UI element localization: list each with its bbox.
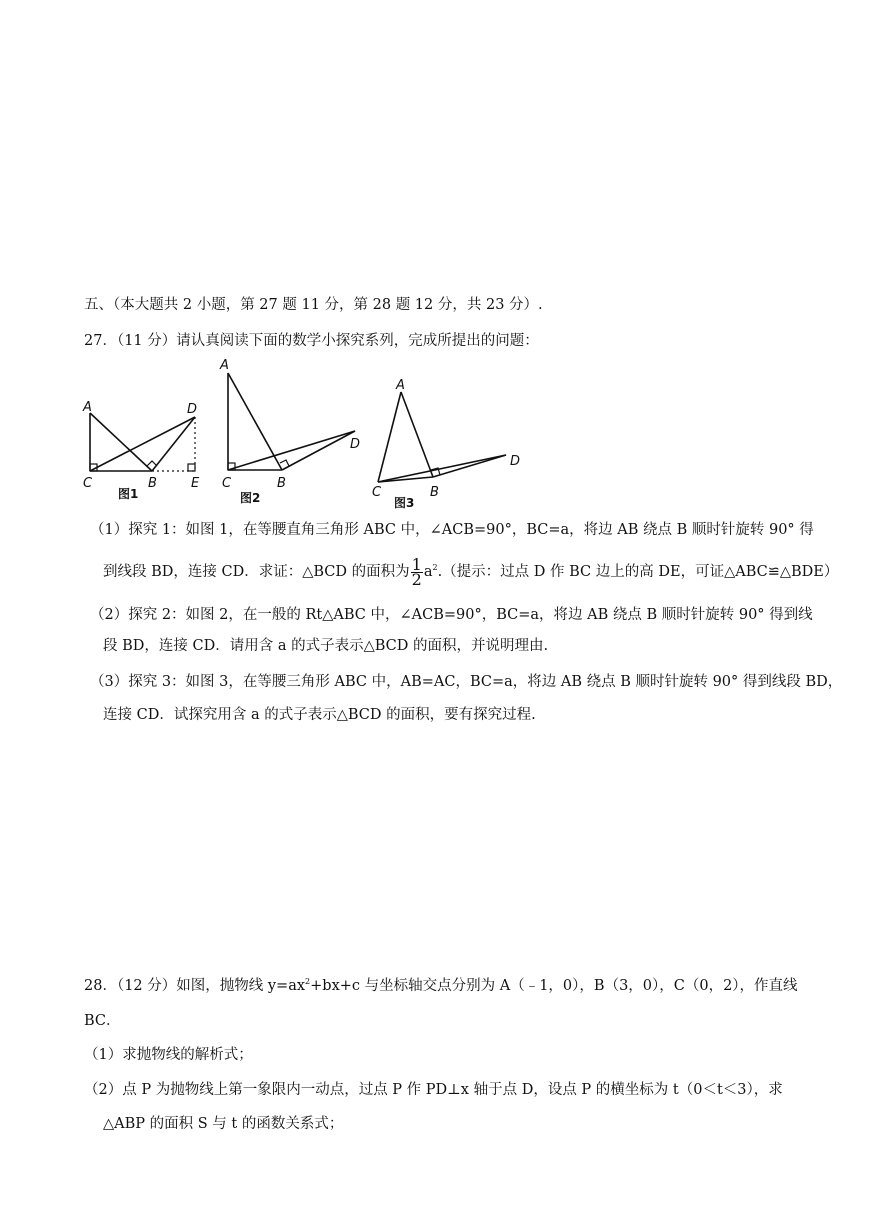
fig1-caption: 图1 — [118, 487, 139, 501]
q28-line1 — [84, 976, 798, 996]
fig1-label-e: E — [191, 476, 200, 491]
q27-part2-line1: （2）探究 2：如图 2，在一般的 Rt△ABC 中，∠ACB=90°，BC=a，将边 AB 绕点 B 顺时针旋转 90° 得到线 — [90, 607, 813, 623]
figure-3 — [370, 375, 530, 510]
fig3-label-c: C — [372, 485, 382, 500]
variable-a: a — [423, 564, 433, 580]
q27-part1-line1: （1）探究 1：如图 1，在等腰直角三角形 ABC 中，∠ACB=90°，BC=a，将边 AB 绕点 B 顺时针旋转 90° 得 — [90, 522, 814, 538]
q28-text-b: +bx+c 与坐标轴交点分别为 A（﹣1，0），B（3，0），C（0，2），作直线 — [310, 978, 798, 994]
q28-line2: BC． — [84, 1013, 121, 1029]
q27-part1-text-a: 到线段 BD，连接 CD．求证：△BCD 的面积为 — [103, 564, 410, 580]
fig3-label-b: B — [430, 485, 439, 500]
fig2-label-a: A — [220, 358, 229, 373]
q27-part3-line1: （3）探究 3：如图 3，在等腰三角形 ABC 中，AB=AC，BC=a，将边 AB 绕点 B 顺时针旋转 90° 得到线段 BD， — [90, 674, 843, 690]
fig3-caption: 图3 — [394, 496, 415, 510]
q27-part1-line2 — [103, 556, 838, 588]
fraction-denominator: 2 — [411, 569, 422, 589]
q27-part1-text-b: .（提示：过点 D 作 BC 边上的高 DE，可证△ABC≌△BDE） — [437, 564, 839, 580]
figure-1 — [78, 395, 218, 505]
fig1-label-d: D — [187, 402, 198, 417]
fig2-label-c: C — [222, 476, 232, 491]
fig1-label-a: A — [83, 400, 92, 415]
q28-text-a: 28．（12 分）如图，抛物线 y=ax — [84, 978, 306, 994]
q28-exponent: 2 — [305, 977, 311, 987]
exponent: 2 — [432, 563, 438, 573]
q27-part3-line2: 连接 CD．试探究用含 a 的式子表示△BCD 的面积，要有探究过程. — [103, 707, 536, 723]
q27-title: 27．（11 分）请认真阅读下面的数学小探究系列，完成所提出的问题： — [84, 333, 539, 349]
q27-part2-line2: 段 BD，连接 CD．请用含 a 的式子表示△BCD 的面积，并说明理由. — [103, 638, 549, 654]
q28-part2-line1: （2）点 P 为抛物线上第一象限内一动点，过点 P 作 PD⊥x 轴于点 D，设点 P 的横坐标为 t（0＜t＜3），求 — [84, 1082, 783, 1098]
fig2-caption: 图2 — [240, 491, 261, 505]
figure-2 — [214, 355, 374, 505]
fraction-numerator: 1 — [411, 554, 422, 574]
q28-part1: （1）求抛物线的解析式； — [84, 1047, 253, 1063]
fig2-label-d: D — [350, 437, 361, 452]
half-fraction — [411, 554, 423, 589]
section-heading: 五、（本大题共 2 小题，第 27 题 11 分，第 28 题 12 分，共 23 分）. — [84, 297, 543, 313]
fig3-label-d: D — [510, 454, 521, 469]
fig2-label-b: B — [277, 476, 286, 491]
fig1-label-c: C — [83, 476, 93, 491]
fig3-label-a: A — [396, 378, 405, 393]
fig1-label-b: B — [148, 476, 157, 491]
q28-part2-line2: △ABP 的面积 S 与 t 的函数关系式； — [103, 1116, 344, 1132]
